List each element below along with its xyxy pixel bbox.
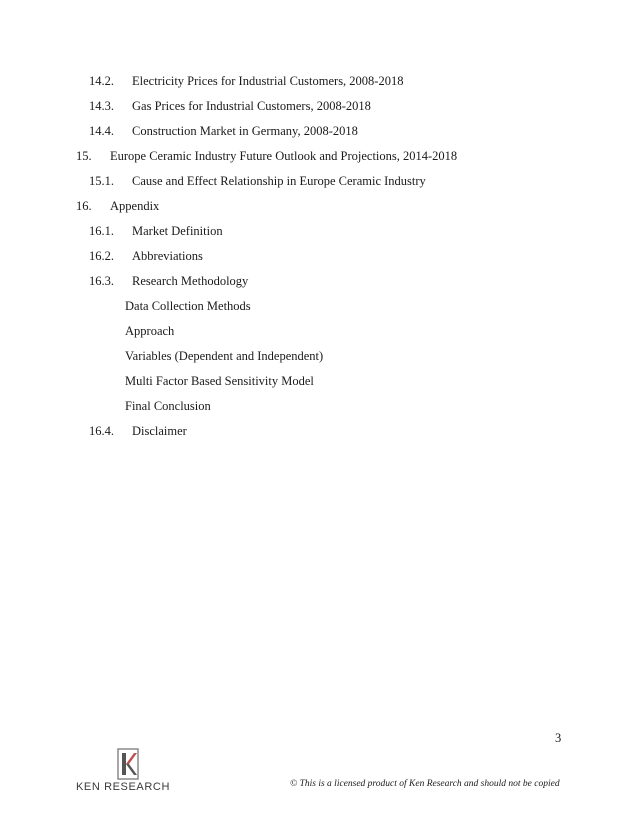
toc-title: Final Conclusion <box>125 399 211 413</box>
toc-number: 14.2. <box>89 74 114 88</box>
toc-title: Gas Prices for Industrial Customers, 2008-2018 <box>132 99 371 113</box>
toc-number: 16.4. <box>89 424 114 438</box>
toc-title: Disclaimer <box>132 424 187 438</box>
toc-title: Electricity Prices for Industrial Customers, 2008-2018 <box>132 74 404 88</box>
toc-number: 14.4. <box>89 124 114 138</box>
toc-number: 15. <box>76 149 92 163</box>
copyright-notice: © This is a licensed product of Ken Research and should not be copied <box>290 779 560 789</box>
toc-title: Research Methodology <box>132 274 249 288</box>
toc-title: Variables (Dependent and Independent) <box>125 349 324 363</box>
logo-text: KEN RESEARCH <box>76 781 170 793</box>
toc-title: Construction Market in Germany, 2008-2018 <box>132 124 358 138</box>
toc-number: 14.3. <box>89 99 114 113</box>
toc-number: 16. <box>76 199 92 213</box>
toc-title: Multi Factor Based Sensitivity Model <box>125 374 314 388</box>
toc-number: 16.2. <box>89 249 114 263</box>
toc-title: Europe Ceramic Industry Future Outlook and Projections, 2014-2018 <box>110 149 458 163</box>
toc-title: Appendix <box>110 199 160 213</box>
toc-number: 16.1. <box>89 224 114 238</box>
toc-title: Market Definition <box>132 224 223 238</box>
toc-number: 15.1. <box>89 174 114 188</box>
ken-research-k-logo-icon <box>76 748 186 781</box>
toc-title: Cause and Effect Relationship in Europe Ceramic Industry <box>132 174 426 188</box>
toc-number: 16.3. <box>89 274 114 288</box>
toc-title: Abbreviations <box>132 249 203 263</box>
ken-research-logo <box>76 748 186 796</box>
page-number: 3 <box>555 731 562 745</box>
toc-title: Approach <box>125 324 175 338</box>
toc-title: Data Collection Methods <box>125 299 251 313</box>
